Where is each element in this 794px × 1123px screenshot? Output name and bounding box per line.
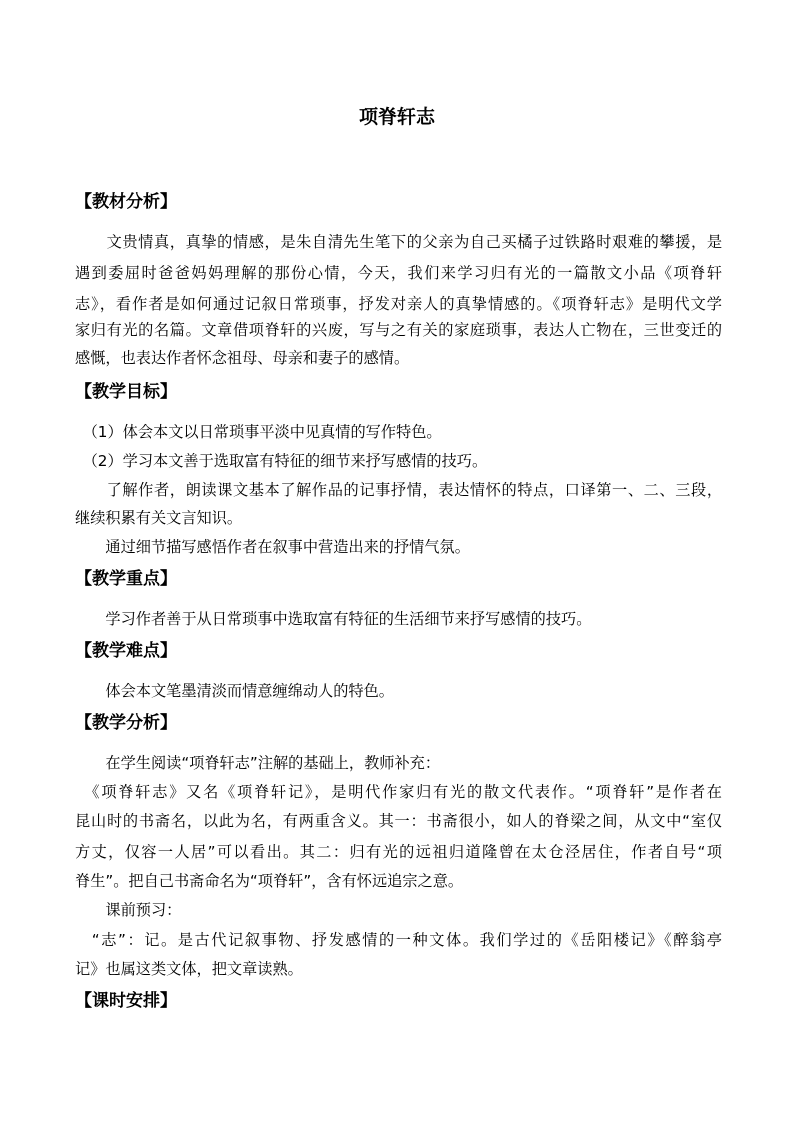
paragraph-line: 昆山时的书斋名，以此为名，有两重含义。其一：书斋很小，如人的脊梁之间，从文中“室仅 (75, 812, 722, 830)
heading-teaching-analysis: 【教学分析】 (75, 713, 177, 733)
paragraph-line: 课前预习： (75, 901, 182, 919)
paragraph-line: （2）学习本文善于选取富有特征的细节来抒写感情的技巧。 (75, 452, 488, 470)
paragraph-line: 志》，看作者是如何通过记叙日常琐事，抒发对亲人的真挚情感的。《项脊轩志》是明代文学 (75, 295, 722, 313)
heading-teaching-goals: 【教学目标】 (75, 382, 177, 402)
paragraph-line: 了解作者，朗读课文基本了解作品的记事抒情，表达情怀的特点，口译第一、二、三段， (75, 481, 722, 499)
paragraph-line: 在学生阅读“项脊轩志”注解的基础上，教师补充： (75, 754, 441, 772)
heading-difficulties: 【教学难点】 (75, 641, 177, 661)
paragraph-line: 脊生”。把自己书斋命名为“项脊轩”，含有怀远追宗之意。 (75, 872, 464, 890)
paragraph-line: 文贵情真，真挚的情感，是朱自清先生笔下的父亲为自己买橘子过铁路时艰难的攀援，是 (75, 233, 722, 251)
paragraph-line: 通过细节描写感悟作者在叙事中营造出来的抒情气氛。 (75, 538, 470, 556)
paragraph-line: 遇到委屈时爸爸妈妈理解的那份心情，今天，我们来学习归有光的一篇散文小品《项脊轩 (75, 264, 722, 282)
paragraph-line: 《项脊轩志》又名《项脊轩记》，是明代作家归有光的散文代表作。“项脊轩”是作者在 (75, 783, 722, 801)
paragraph-line: 方丈，仅容一人居”可以看出。其二：归有光的远祖归道隆曾在太仓泾居住，作者自号“项 (75, 843, 722, 861)
paragraph-line: 体会本文笔墨清淡而情意缠绵动人的特色。 (75, 682, 394, 700)
paragraph-line: “志”：记。是古代记叙事物、抒发感情的一种文体。我们学过的《岳阳楼记》《醉翁亭 (75, 931, 722, 949)
heading-key-points: 【教学重点】 (75, 569, 177, 589)
paragraph-line: 记》也属这类文体，把文章读熟。 (75, 960, 303, 978)
heading-materials-analysis: 【教材分析】 (75, 192, 177, 212)
paragraph-line: 感慨，也表达作者怀念祖母、母亲和妻子的感情。 (75, 349, 410, 367)
paragraph-line: 家归有光的名篇。文章借项脊轩的兴废，写与之有关的家庭琐事，表达人亡物在，三世变迁的 (75, 321, 722, 339)
heading-schedule: 【课时安排】 (75, 991, 177, 1011)
paragraph-line: 学习作者善于从日常琐事中选取富有特征的生活细节来抒写感情的技巧。 (75, 610, 592, 628)
paragraph-line: 继续积累有关文言知识。 (75, 509, 243, 527)
document-title: 项脊轩志 (358, 106, 435, 128)
paragraph-line: （1）体会本文以日常琐事平淡中见真情的写作特色。 (75, 423, 442, 441)
